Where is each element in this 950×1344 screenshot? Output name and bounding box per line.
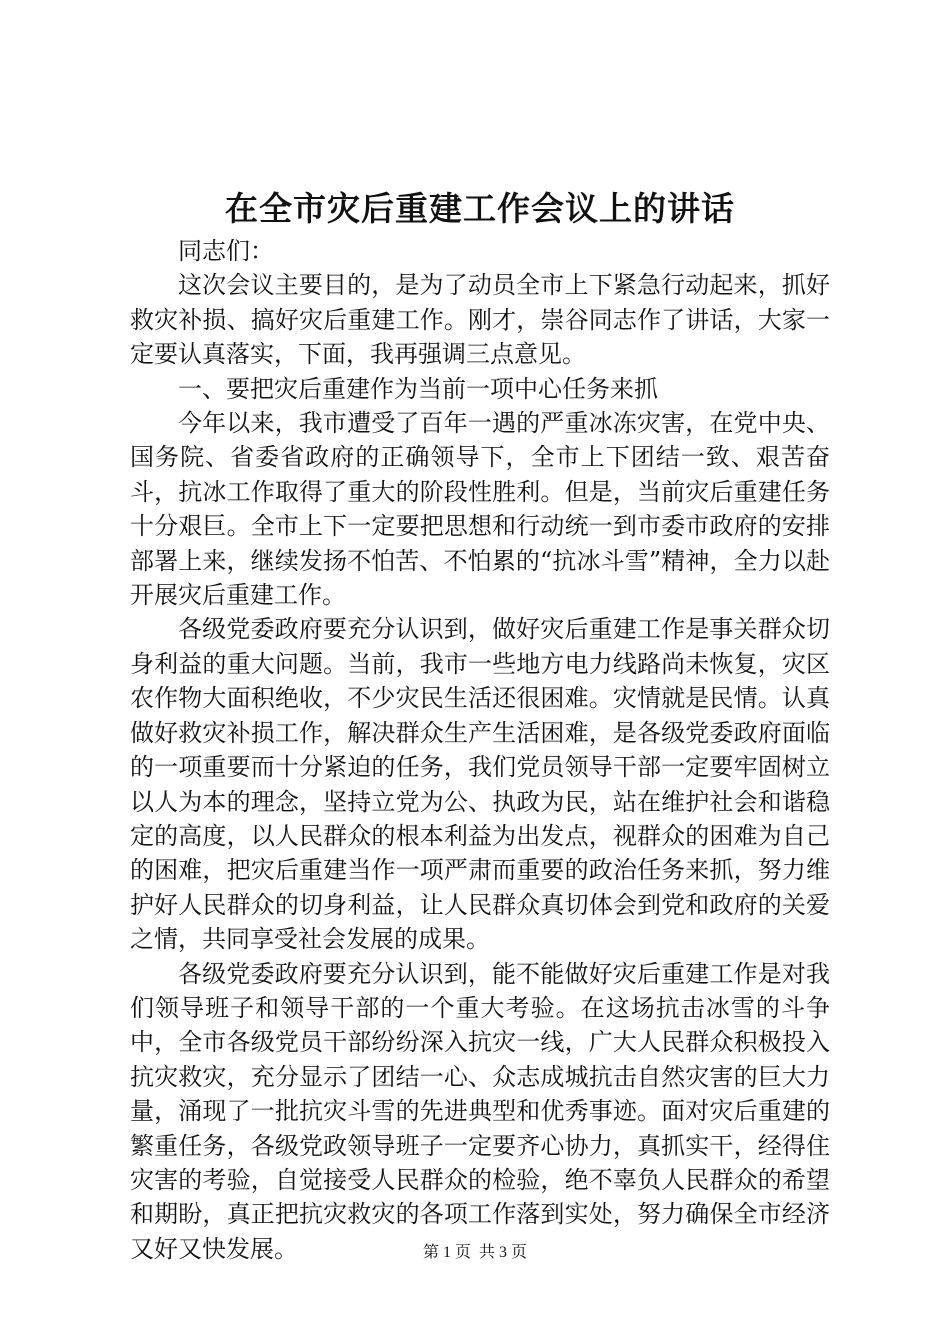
- salutation-paragraph: 同志们：: [178, 237, 274, 265]
- body-paragraph: 今年以来，我市遭受了百年一遇的严重冰冻灾害，在党中央、国务院、省委省政府的正确领导下，全市上下团结一致、艰苦奋斗，抗冰工作取得了重大的阶段性胜利。但是，当前灾后重建任务十分艰巨。全市上下一定要把思想和行动统一到市委市政府的安排部署上来，继续发扬不怕苦、不怕累的“抗冰斗雪”精神，全力以赴开展灾后重建工作。: [130, 409, 830, 610]
- section-heading: 一、要把灾后重建作为当前一项中心任务来抓: [178, 374, 658, 403]
- document-body: [130, 234, 830, 1266]
- body-paragraph: 这次会议主要目的，是为了动员全市上下紧急行动起来，抓好救灾补损、搞好灾后重建工作。刚才，崇谷同志作了讲话，大家一定要认真落实，下面，我再强调三点意见。: [130, 271, 830, 369]
- page-number-footer: 第 1 页 共 3 页: [422, 1244, 527, 1261]
- document-title: 在全市灾后重建工作会议上的讲话: [225, 189, 735, 228]
- body-paragraph: 各级党委政府要充分认识到，做好灾后重建工作是事关群众切身利益的重大问题。当前，我市一些地方电力线路尚未恢复，灾区农作物大面积绝收，不少灾民生活还很困难。灾情就是民情。认真做好救灾补损工作，解决群众生产生活困难，是各级党委政府面临的一项重要而十分紧迫的任务，我们党员领导干部一定要牢固树立以人为本的理念，坚持立党为公、执政为民，站在维护社会和谐稳定的高度，以人民群众的根本利益为出发点，视群众的困难为自己的困难，把灾后重建当作一项严肃而重要的政治任务来抓，努力维护好人民群众的切身利益，让人民群众真切体会到党和政府的关爱之情，共同享受社会发展的成果。: [130, 615, 830, 954]
- body-paragraph: 各级党委政府要充分认识到，能不能做好灾后重建工作是对我们领导班子和领导干部的一个重大考验。在这场抗击冰雪的斗争中，全市各级党员干部纷纷深入抗灾一线，广大人民群众积极投入抗灾救灾，充分显示了团结一心、众志成城抗击自然灾害的巨大力量，涌现了一批抗灾斗雪的先进典型和优秀事迹。面对灾后重建的繁重任务，各级党政领导班子一定要齐心协力，真抓实干，经得住灾害的考验，自觉接受人民群众的检验，绝不辜负人民群众的希望和期盼，真正把抗灾救灾的各项工作落到实处，努力确保全市经济又好又快发展。: [130, 959, 830, 1263]
